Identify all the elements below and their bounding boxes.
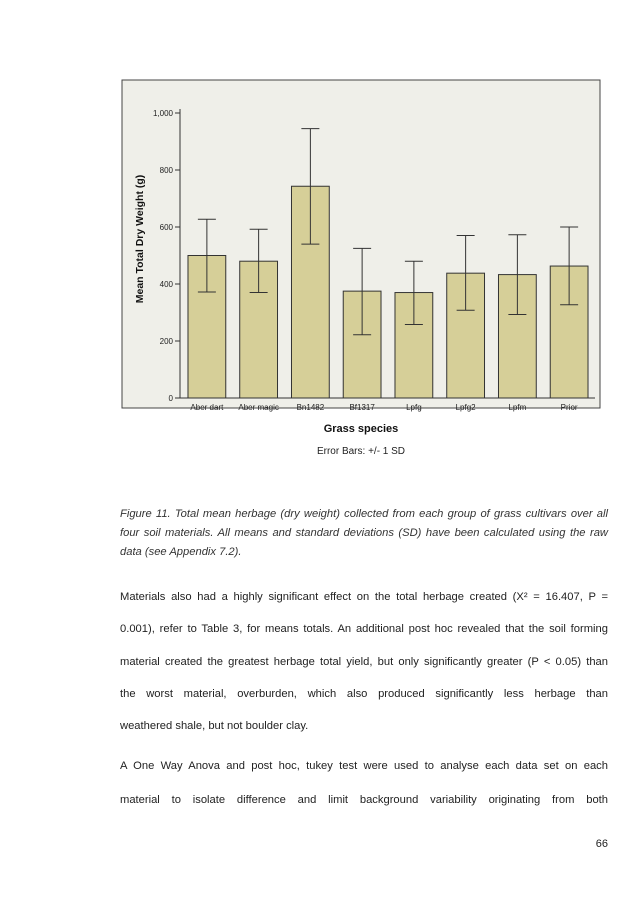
y-axis-label: Mean Total Dry Weight (g) — [134, 174, 146, 304]
y-tick-label: 200 — [159, 337, 173, 346]
x-tick-label: Bf1317 — [349, 403, 375, 412]
x-tick-label: Lpfm — [508, 403, 527, 412]
body-text-4: the worst material, overburden, which also produced significantly less herbage than — [120, 688, 608, 700]
body-line-1 — [120, 591, 608, 603]
y-tick-label: 1,000 — [152, 109, 173, 118]
body-line-2 — [120, 623, 608, 635]
x-tick-label: Bn1482 — [296, 403, 325, 412]
x-tick-label: Lpfg — [406, 403, 422, 412]
x-tick-label: Aber dart — [190, 403, 224, 412]
body-line-5 — [120, 720, 608, 732]
y-tick-label: 800 — [159, 166, 173, 175]
y-tick-label: 400 — [159, 280, 173, 289]
x-axis-label: Grass species — [323, 423, 399, 435]
x-tick-label: Aber magic — [238, 403, 279, 412]
page-number: 66 — [595, 838, 608, 850]
body-text-6: A One Way Anova and post hoc, tukey test were used to analyse each data set on each — [120, 760, 608, 772]
body-text-2: 0.001), refer to Table 3, for means totals. An additional post hoc revealed that the soil forming — [120, 623, 608, 635]
body-line-3 — [120, 656, 608, 668]
y-tick-label: 0 — [168, 394, 173, 403]
x-tick-label: Lpfg2 — [455, 403, 476, 412]
body-text-3: material created the greatest herbage total yield, but only significantly greater (P < 0.05) than — [120, 656, 608, 668]
body-line-6 — [120, 760, 608, 772]
body-text-5: weathered shale, but not boulder clay. — [120, 720, 309, 732]
y-tick-label: 600 — [159, 223, 173, 232]
x-tick-label: Prior — [560, 403, 578, 412]
body-line-7 — [120, 794, 608, 806]
figure-caption: Figure 11. Total mean herbage (dry weight) collected from each group of grass cultivars over all four soil materials. All means and standard deviations (SD) have been calculated using the raw data (see Appendix 7.2). — [120, 508, 608, 558]
body-text-1: Materials also had a highly significant effect on the total herbage created (X² = 16.407, P = — [120, 591, 608, 603]
error-bars-note: Error Bars: +/- 1 SD — [316, 446, 406, 457]
body-line-4 — [120, 688, 608, 700]
body-text-7: material to isolate difference and limit background variability originating from both — [120, 794, 608, 806]
